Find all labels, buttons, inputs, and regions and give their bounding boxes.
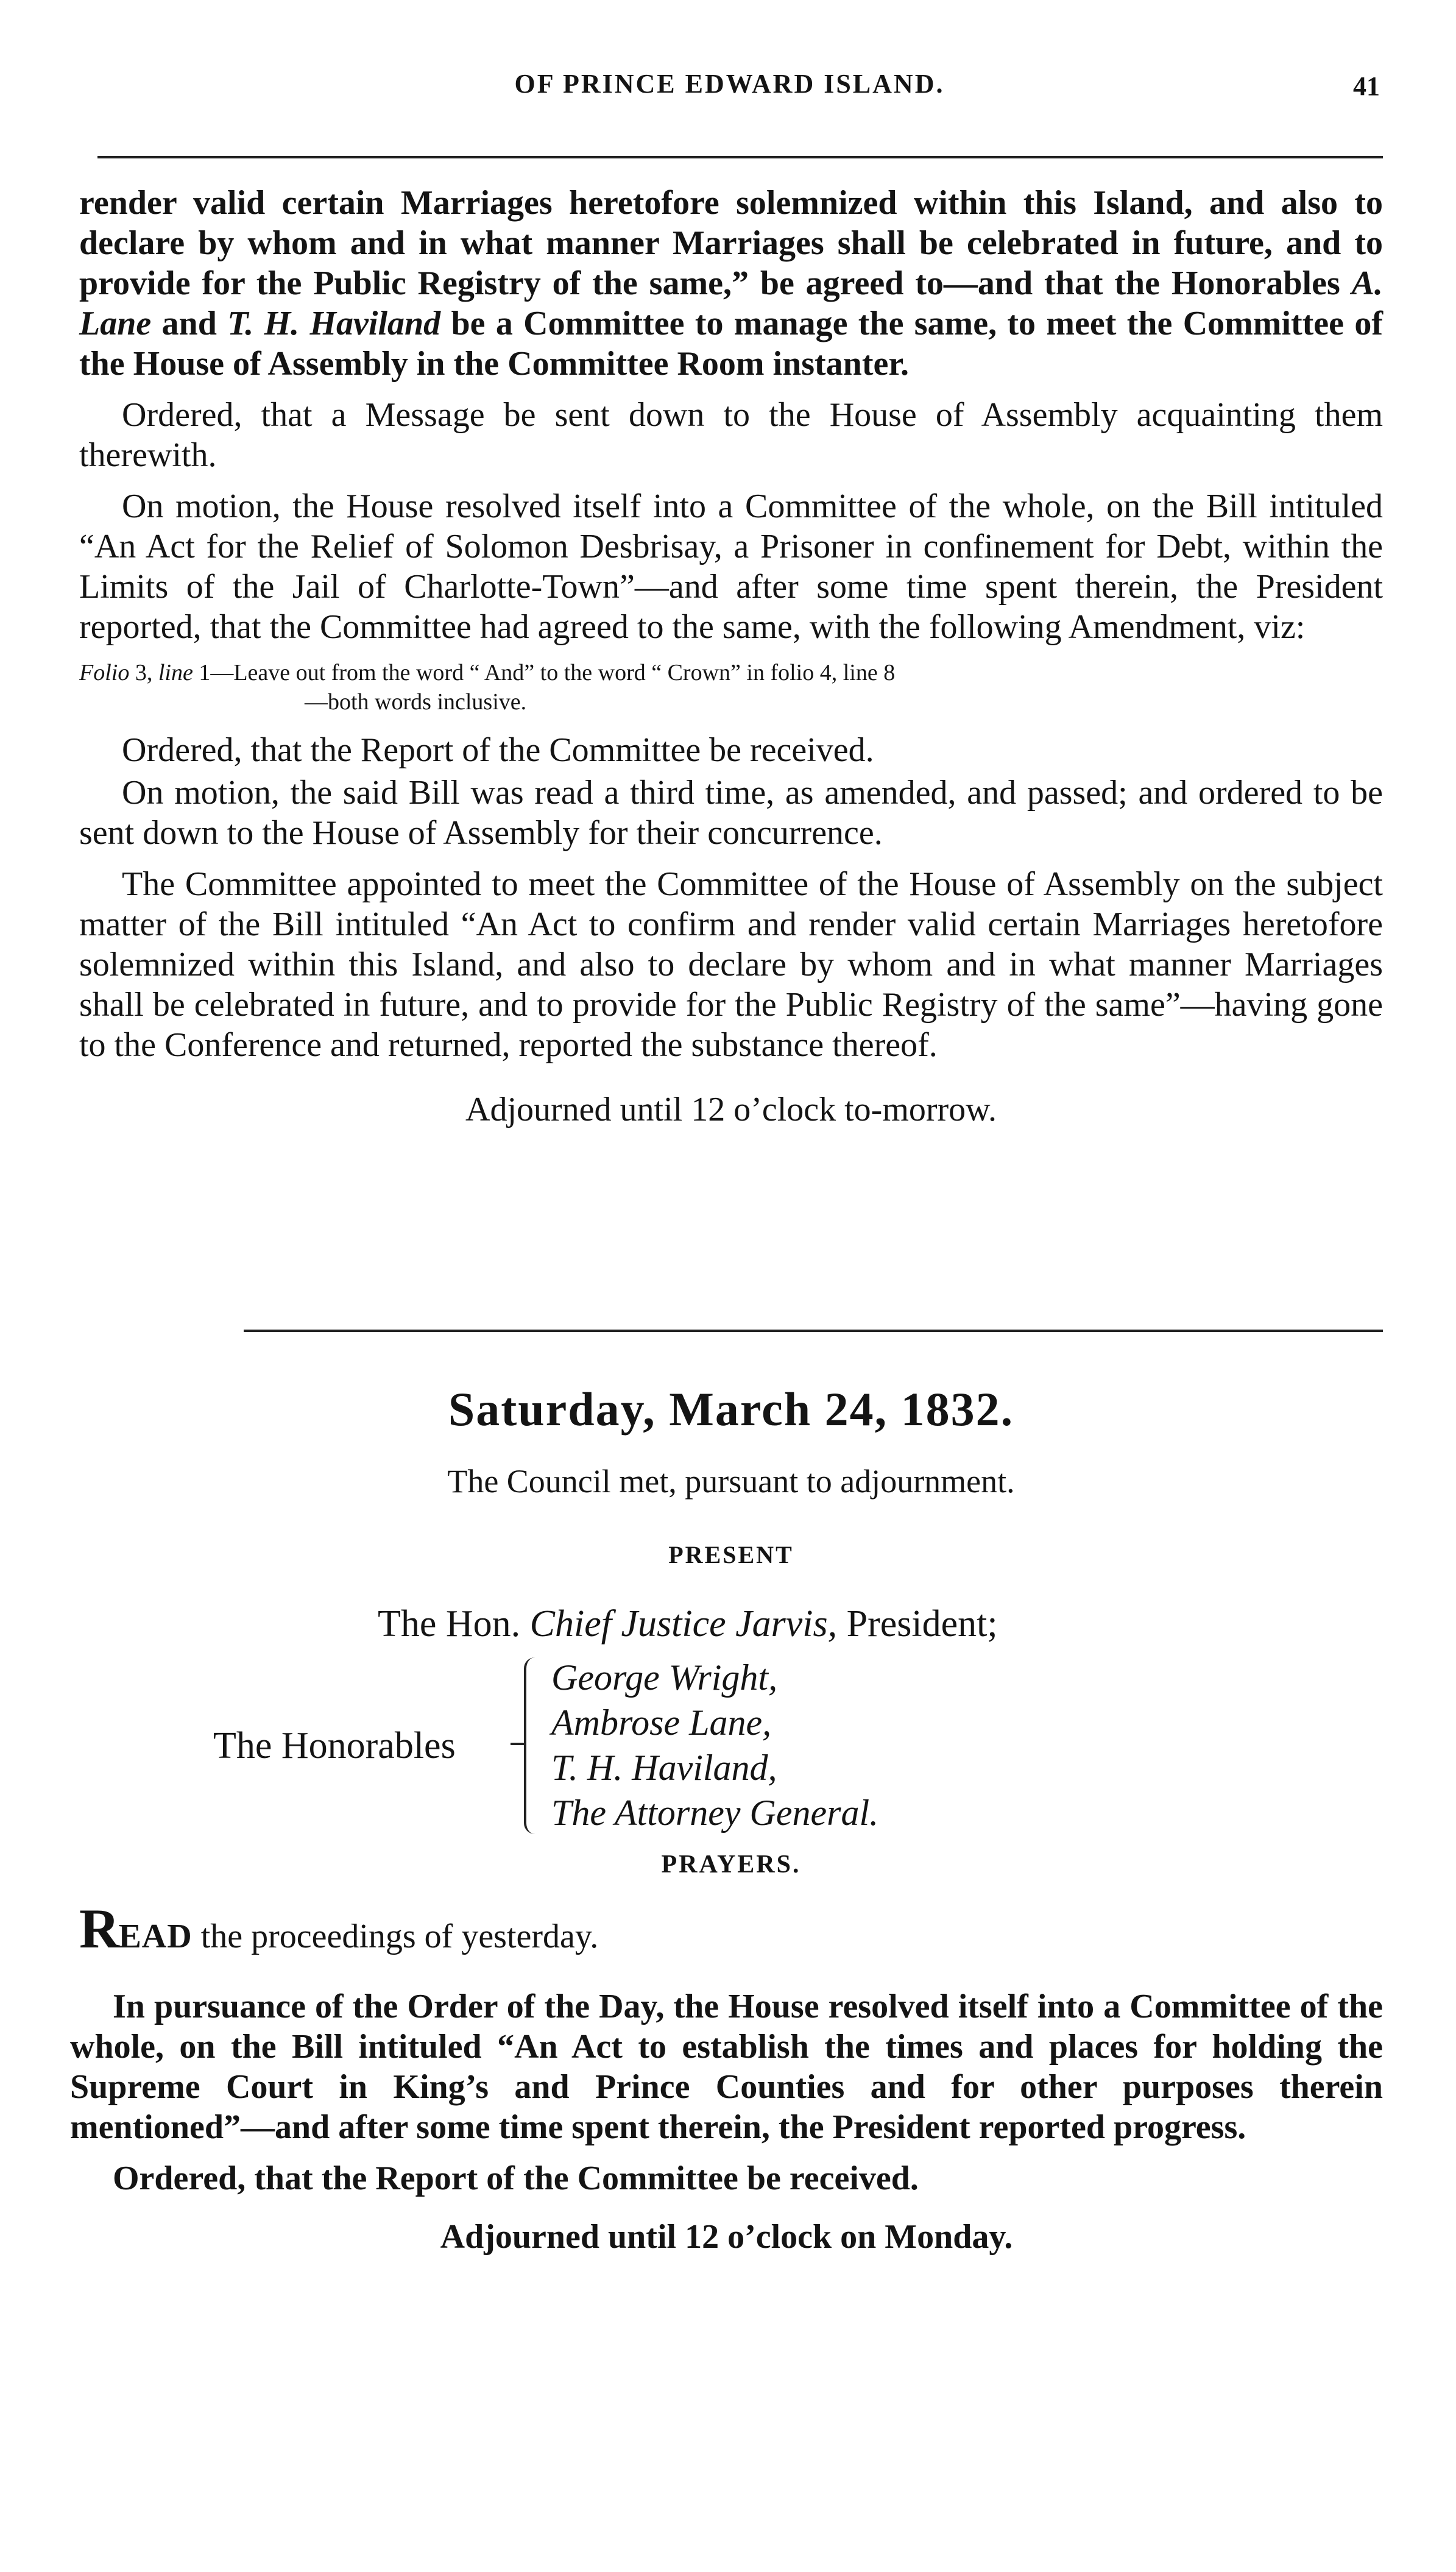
president-line: [378, 1603, 998, 1646]
council-met-line: The Council met, pursuant to adjournment.: [447, 1463, 1015, 1500]
session-date: Saturday, March 24, 1832.: [448, 1383, 1014, 1436]
members-brace: [524, 1657, 545, 1834]
running-head: [79, 68, 1380, 117]
conjunction: and: [151, 305, 228, 342]
paragraph-text: render valid certain Marriages heretofore solemnized within this Island, and also to declare by whom and in what manner Marriages shall be celebrated in future, and to provide for the Public Registry of the same,” be agreed to—and that the Honorables: [79, 184, 1383, 302]
present-heading: PRESENT: [668, 1541, 794, 1568]
president-name: Chief Justice Jarvis,: [529, 1603, 838, 1645]
drop-cap: R: [79, 1897, 119, 1960]
amendment-line-label: line: [158, 660, 193, 686]
amendment-text: 1—Leave out from the word “ And” to the word “ Crown” in folio 4, line 8: [193, 660, 896, 686]
header-rule: [97, 156, 1383, 158]
paragraph-text: be a Committee to manage the same, to meet the Committee of the House of Assembly in the Committee Room instanter.: [79, 305, 1383, 383]
paragraph-committee-desbrisay: On motion, the House resolved itself into a Committee of the whole, on the Bill intituled “An Act for the Relief of Solomon Desbrisay, a Prisoner in confinement for Debt, within the Limits of the Jail of Charlotte-Town”—and after some time spent therein, the President reported, that the Committee had agreed to the same, with the following Amendment, viz:: [79, 487, 1383, 646]
lower-text-column: [70, 1986, 1383, 2257]
amendment-folio: 3,: [129, 660, 158, 686]
prayers-heading: PRAYERS.: [661, 1851, 801, 1879]
amendment-note: [79, 658, 1383, 717]
member-name: The Attorney General.: [551, 1793, 879, 1833]
member-name: George Wright,: [551, 1657, 778, 1698]
read-rest: the proceedings of yesterday.: [192, 1918, 599, 1955]
paragraph-resolution-continued: [79, 183, 1383, 384]
read-caps: EAD: [118, 1918, 193, 1955]
section-rule: [244, 1330, 1383, 1332]
running-title: OF PRINCE EDWARD ISLAND.: [514, 69, 945, 99]
honorables-label: The Honorables: [213, 1725, 456, 1766]
president-suffix: President;: [837, 1603, 998, 1645]
page-number: 41: [1353, 71, 1380, 101]
paragraph-third-reading: On motion, the said Bill was read a third time, as amended, and passed; and ordered to be sent down to the House of Assembly for their concurrence.: [79, 774, 1383, 852]
adjournment-line: Adjourned until 12 o’clock to-morrow.: [465, 1091, 997, 1128]
paragraph-report-received-2: Ordered, that the Report of the Committee be received.: [113, 2159, 919, 2197]
amendment-continuation: —both words inclusive.: [305, 689, 527, 715]
top-text-column: [79, 183, 1383, 1130]
president-prefix: The Hon.: [378, 1603, 530, 1645]
members-list: [551, 1655, 878, 1835]
committee-member-name: A. Lane: [79, 264, 1383, 342]
member-name: T. H. Haviland,: [551, 1748, 777, 1788]
member-name: Ambrose Lane,: [551, 1702, 772, 1743]
paragraph-message-ordered: Ordered, that a Message be sent down to the House of Assembly acquainting them therewith.: [79, 396, 1383, 474]
committee-member-name: T. H. Haviland: [227, 305, 441, 342]
adjournment-monday: Adjourned until 12 o’clock on Monday.: [440, 2218, 1013, 2256]
paragraph-report-received: Ordered, that the Report of the Committee be received.: [122, 731, 874, 769]
read-proceedings-line: [79, 1896, 598, 1961]
paragraph-conference-report: The Committee appointed to meet the Committee of the House of Assembly on the subject matter of the Bill intituled “An Act to confirm and render valid certain Marriages heretofore solemnized within this Island, and also to declare by whom and in what manner Marriages shall be celebrated in future, and to provide for the Public Registry of the same”—having gone to the Conference and returned, reported the substance thereof.: [79, 865, 1383, 1064]
amendment-lead: Folio: [79, 660, 130, 686]
paragraph-supreme-court-bill: In pursuance of the Order of the Day, the House resolved itself into a Committee of the whole, on the Bill intituled “An Act to establish the times and places for holding the Supreme Court in King’s and Prince Counties and for other purposes therein mentioned”—and after some time spent therein, the President reported progress.: [70, 1988, 1383, 2146]
